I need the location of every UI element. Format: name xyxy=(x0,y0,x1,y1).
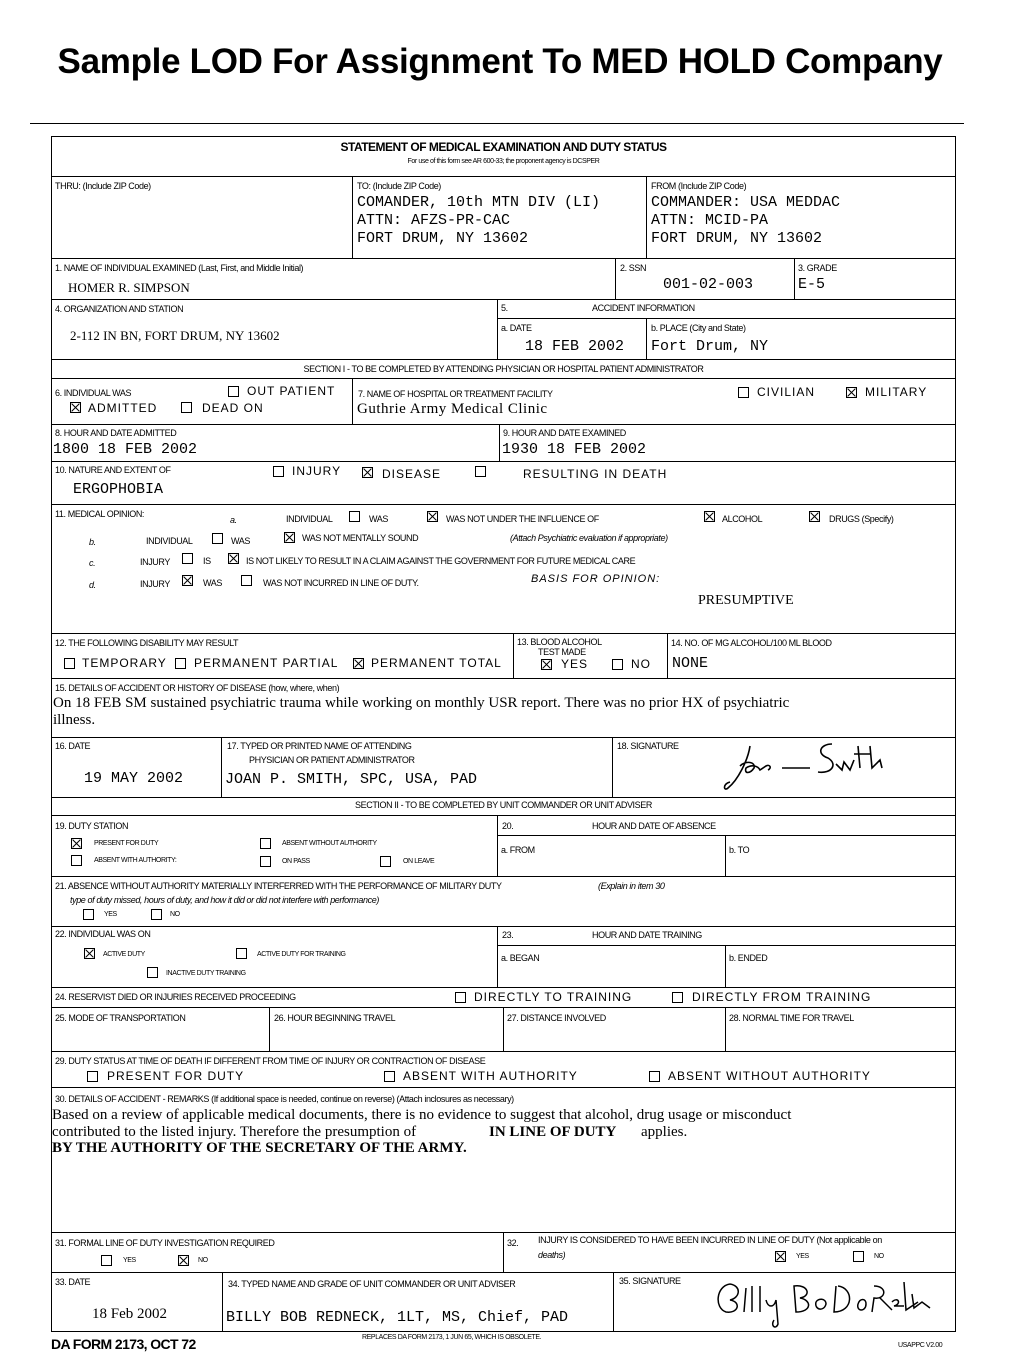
active-duty-label: ACTIVE DUTY xyxy=(103,951,145,958)
field-5a-label: a. DATE xyxy=(501,323,532,333)
physician-name[interactable]: JOAN P. SMITH, SPC, USA, PAD xyxy=(225,771,478,788)
field-22-label: 22. INDIVIDUAL WAS ON xyxy=(55,929,151,939)
from-line-3: FORT DRUM, NY 13602 xyxy=(651,230,823,247)
absence-from-label: a. FROM xyxy=(501,845,535,855)
from-label: FROM (Include ZIP Code) xyxy=(651,181,747,191)
field-3-label: 3. GRADE xyxy=(798,263,837,273)
checkbox-21-yes[interactable] xyxy=(83,909,94,920)
commander-date[interactable]: 18 Feb 2002 xyxy=(92,1306,167,1322)
field-32-no: NO xyxy=(874,1253,884,1260)
field-27-label: 27. DISTANCE INVOLVED xyxy=(507,1013,606,1023)
checkbox-drugs[interactable] xyxy=(809,511,820,522)
checkbox-inactive-duty-training[interactable] xyxy=(147,967,158,978)
to-line-1: COMANDER, 10th MTN DIV (LI) xyxy=(357,194,601,211)
field-17-label-1: 17. TYPED OR PRINTED NAME OF ATTENDING xyxy=(227,741,412,751)
individual-name[interactable]: HOMER R. SIMPSON xyxy=(68,280,190,295)
form-replaces-note: REPLACES DA FORM 2173, 1 JUN 65, WHICH IS OBSOLETE. xyxy=(362,1334,542,1341)
checkbox-a-was-not[interactable] xyxy=(427,511,438,522)
commander-name[interactable]: BILLY BOB REDNECK, 1LT, MS, Chief, PAD xyxy=(226,1309,569,1326)
checkbox-32-no[interactable] xyxy=(853,1251,864,1262)
checkbox-d-was-not[interactable] xyxy=(241,575,252,586)
field-21-no: NO xyxy=(170,911,180,918)
checkbox-civilian[interactable] xyxy=(738,387,749,398)
opinion-b-was-not: WAS NOT MENTALLY SOUND xyxy=(302,533,419,543)
training-ended-label: b. ENDED xyxy=(729,953,768,963)
remarks-line-2c[interactable]: applies. xyxy=(641,1124,688,1140)
field-9-label: 9. HOUR AND DATE EXAMINED xyxy=(503,428,626,438)
checkbox-d-was[interactable] xyxy=(182,575,193,586)
checkbox-c-is-not[interactable] xyxy=(228,553,239,564)
training-title: HOUR AND DATE TRAINING xyxy=(592,930,702,940)
checkbox-present-duty[interactable] xyxy=(71,838,82,849)
checkbox-blood-no[interactable] xyxy=(612,659,623,670)
opinion-c-is: IS xyxy=(203,556,211,566)
checkbox-military[interactable] xyxy=(846,387,857,398)
military-label: MILITARY xyxy=(865,385,928,399)
form-subtitle: For use of this form see AR 600-33; the proponent agency is DCSPER xyxy=(407,158,600,165)
checkbox-awol[interactable] xyxy=(260,838,271,849)
active-duty-training-label: ACTIVE DUTY FOR TRAINING xyxy=(257,951,346,958)
opinion-a-was-not: WAS NOT UNDER THE INFLUENCE OF xyxy=(446,514,599,524)
to-line-2: ATTN: AFZS-PR-CAC xyxy=(357,212,511,229)
remarks-line-3[interactable]: BY THE AUTHORITY OF THE SECRETARY OF THE ARMY. xyxy=(52,1140,467,1156)
field-35-label: 35. SIGNATURE xyxy=(619,1276,681,1286)
field-25-label: 25. MODE OF TRANSPORTATION xyxy=(55,1013,186,1023)
field-18-label: 18. SIGNATURE xyxy=(617,741,679,751)
hospital-name[interactable]: Guthrie Army Medical Clinic xyxy=(357,401,548,417)
to-label: TO: (Include ZIP Code) xyxy=(357,181,441,191)
field-32-text: INJURY IS CONSIDERED TO HAVE BEEN INCURRED IN LINE OF DUTY (Not applicable on xyxy=(538,1235,882,1245)
opinion-a-individual: INDIVIDUAL xyxy=(286,514,333,524)
checkbox-absent-with-authority[interactable] xyxy=(71,855,82,866)
blood-yes-label: YES xyxy=(561,657,589,671)
field-34-label: 34. TYPED NAME AND GRADE OF UNIT COMMANDER OR UNIT ADVISER xyxy=(228,1279,516,1289)
form-title: STATEMENT OF MEDICAL EXAMINATION AND DUTY STATUS xyxy=(340,140,667,154)
date-examined[interactable]: 1930 18 FEB 2002 xyxy=(502,441,647,458)
field-23-label: 23. xyxy=(502,930,514,940)
opinion-c-is-not: IS NOT LIKELY TO RESULT IN A CLAIM AGAINST THE GOVERNMENT FOR FUTURE MEDICAL CARE xyxy=(246,556,636,566)
physician-date[interactable]: 19 MAY 2002 xyxy=(84,770,184,787)
out-patient-label: OUT PATIENT xyxy=(247,384,336,398)
field-14-label: 14. NO. OF MG ALCOHOL/100 ML BLOOD xyxy=(671,638,832,648)
remarks-line-2a[interactable]: contributed to the listed injury. Therefore the presumption of xyxy=(52,1124,417,1140)
inactive-duty-training-label: INACTIVE DUTY TRAINING xyxy=(166,970,246,977)
field-11-label: 11. MEDICAL OPINION: xyxy=(55,509,145,519)
opinion-d-was: WAS xyxy=(203,578,222,588)
accident-details-line-2[interactable]: illness. xyxy=(53,712,96,728)
field-20-label: 20. xyxy=(502,821,514,831)
field-19-label: 19. DUTY STATION xyxy=(55,821,129,831)
field-29-label: 29. DUTY STATUS AT TIME OF DEATH IF DIFFERENT FROM TIME OF INJURY OR CONTRACTION OF DISEASE xyxy=(55,1056,486,1066)
field-12-label: 12. THE FOLLOWING DISABILITY MAY RESULT xyxy=(55,638,239,648)
field-10-label: 10. NATURE AND EXTENT OF xyxy=(55,465,171,475)
resulting-death-label: RESULTING IN DEATH xyxy=(523,467,668,481)
field-24-label: 24. RESERVIST DIED OR INJURIES RECEIVED PROCEEDING xyxy=(55,992,296,1002)
basis-opinion-label: BASIS FOR OPINION: xyxy=(531,573,661,585)
checkbox-32-yes[interactable] xyxy=(775,1251,786,1262)
field-32-label: 32. xyxy=(507,1238,519,1248)
blood-alcohol-value[interactable]: NONE xyxy=(672,655,709,672)
opinion-a-was: WAS xyxy=(369,514,388,524)
field-1-label: 1. NAME OF INDIVIDUAL EXAMINED (Last, First, and Middle Initial) xyxy=(55,263,304,273)
checkbox-directly-to[interactable] xyxy=(455,992,466,1003)
basis-opinion-value[interactable]: PRESUMPTIVE xyxy=(698,593,794,608)
opinion-b-note: (Attach Psychiatric evaluation if appropriate) xyxy=(510,533,668,543)
field-31-yes: YES xyxy=(123,1257,136,1264)
opinion-d-was-not: WAS NOT INCURRED IN LINE OF DUTY. xyxy=(263,578,419,588)
field-21-label: 21. ABSENCE WITHOUT AUTHORITY MATERIALLY INTERFERRED WITH THE PERFORMANCE OF MILITARY DUTY xyxy=(55,881,502,891)
civilian-label: CIVILIAN xyxy=(757,385,816,399)
checkbox-c-is[interactable] xyxy=(182,553,193,564)
opinion-b-individual: INDIVIDUAL xyxy=(146,536,193,546)
nature-extent-value[interactable]: ERGOPHOBIA xyxy=(73,481,164,498)
checkbox-a-was[interactable] xyxy=(349,511,360,522)
opinion-drugs: DRUGS (Specify) xyxy=(829,514,894,524)
permanent-partial-label: PERMANENT PARTIAL xyxy=(194,656,339,670)
physician-signature[interactable] xyxy=(720,738,900,798)
field-7-label: 7. NAME OF HOSPITAL OR TREATMENT FACILITY xyxy=(358,389,553,399)
checkbox-permanent-total[interactable] xyxy=(353,658,364,669)
remarks-line-1[interactable]: Based on a review of applicable medical documents, there is no evidence to suggest that alcohol, drug usage or misconduct xyxy=(52,1107,792,1123)
checkbox-temporary[interactable] xyxy=(64,658,75,669)
section-1-header: SECTION I - TO BE COMPLETED BY ATTENDING PHYSICIAN OR HOSPITAL PATIENT ADMINISTRATOR xyxy=(303,364,704,374)
absence-title: HOUR AND DATE OF ABSENCE xyxy=(592,821,716,831)
dead-on-label: DEAD ON xyxy=(202,401,264,415)
checkbox-on-leave[interactable] xyxy=(380,856,391,867)
on-pass-label: ON PASS xyxy=(282,858,310,865)
remarks-line-2b[interactable]: IN LINE OF DUTY xyxy=(489,1124,617,1140)
organization-value[interactable]: 2-112 IN BN, FORT DRUM, NY 13602 xyxy=(70,328,280,343)
opinion-c-injury: INJURY xyxy=(140,557,170,567)
accident-place[interactable]: Fort Drum, NY xyxy=(651,338,769,355)
date-admitted[interactable]: 1800 18 FEB 2002 xyxy=(53,441,198,458)
field-16-label: 16. DATE xyxy=(55,741,91,751)
directly-from-label: DIRECTLY FROM TRAINING xyxy=(692,990,872,1004)
field-21-yes: YES xyxy=(104,911,117,918)
checkbox-resulting-death[interactable] xyxy=(475,466,486,477)
from-line-1: COMMANDER: USA MEDDAC xyxy=(651,194,841,211)
ssn-value[interactable]: 001-02-003 xyxy=(663,276,754,293)
field-28-label: 28. NORMAL TIME FOR TRAVEL xyxy=(729,1013,854,1023)
form-number: DA FORM 2173, OCT 72 xyxy=(51,1336,196,1352)
present-duty-label: PRESENT FOR DUTY xyxy=(94,840,159,847)
checkbox-disease[interactable] xyxy=(362,467,373,478)
checkbox-31-no[interactable] xyxy=(178,1255,189,1266)
directly-to-label: DIRECTLY TO TRAINING xyxy=(474,990,633,1004)
field-13-label-1: 13. BLOOD ALCOHOL xyxy=(517,637,602,647)
checkbox-21-no[interactable] xyxy=(151,909,162,920)
blood-no-label: NO xyxy=(631,657,651,671)
section-2-header: SECTION II - TO BE COMPLETED BY UNIT COMMANDER OR UNIT ADVISER xyxy=(355,800,652,810)
field-29-present-label: PRESENT FOR DUTY xyxy=(107,1069,245,1083)
accident-date[interactable]: 18 FEB 2002 xyxy=(525,338,625,355)
field-26-label: 26. HOUR BEGINNING TRAVEL xyxy=(274,1013,396,1023)
checkbox-31-yes[interactable] xyxy=(101,1255,112,1266)
admitted-label: ADMITTED xyxy=(88,401,158,415)
checkbox-29-awol[interactable] xyxy=(649,1071,660,1082)
checkbox-alcohol[interactable] xyxy=(704,511,715,522)
field-31-label: 31. FORMAL LINE OF DUTY INVESTIGATION REQUIRED xyxy=(55,1238,275,1248)
form-code: USAPPC V2.00 xyxy=(898,1342,943,1349)
field-13-label-2: TEST MADE xyxy=(538,647,586,657)
opinion-d-marker: d. xyxy=(89,580,96,590)
field-5-label: 5. xyxy=(501,303,508,313)
temporary-label: TEMPORARY xyxy=(82,656,167,670)
checkbox-on-pass[interactable] xyxy=(260,856,271,867)
opinion-alcohol: ALCOHOL xyxy=(722,514,763,524)
checkbox-active-duty-training[interactable] xyxy=(236,948,247,959)
checkbox-out-patient[interactable] xyxy=(228,386,239,397)
opinion-a-marker: a. xyxy=(230,515,237,525)
injury-label: INJURY xyxy=(292,464,342,478)
field-15-label: 15. DETAILS OF ACCIDENT OR HISTORY OF DISEASE (how, where, when) xyxy=(55,683,340,693)
field-8-label: 8. HOUR AND DATE ADMITTED xyxy=(55,428,177,438)
checkbox-blood-yes[interactable] xyxy=(541,659,552,670)
field-32-yes: YES xyxy=(796,1253,809,1260)
absence-to-label: b. TO xyxy=(729,845,750,855)
checkbox-dead-on[interactable] xyxy=(181,402,192,413)
accident-details-line-1[interactable]: On 18 FEB SM sustained psychiatric trauma while working on monthly USR report. There was no prior HX of psychiatric xyxy=(53,695,790,711)
checkbox-admitted[interactable] xyxy=(70,402,81,413)
checkbox-injury[interactable] xyxy=(273,466,284,477)
accident-info-title: ACCIDENT INFORMATION xyxy=(592,303,695,313)
commander-signature[interactable] xyxy=(708,1274,948,1332)
from-line-2: ATTN: MCID-PA xyxy=(651,212,769,229)
permanent-total-label: PERMANENT TOTAL xyxy=(371,656,502,670)
field-21-note: (Explain in item 30 xyxy=(598,881,665,891)
on-leave-label: ON LEAVE xyxy=(403,858,435,865)
checkbox-permanent-partial[interactable] xyxy=(175,658,186,669)
field-5b-label: b. PLACE (City and State) xyxy=(651,323,746,333)
field-17-label-2: PHYSICIAN OR PATIENT ADMINISTRATOR xyxy=(249,755,415,765)
opinion-d-injury: INJURY xyxy=(140,579,170,589)
awol-label: ABSENT WITHOUT AUTHORITY xyxy=(282,840,377,847)
opinion-b-was: WAS xyxy=(231,536,250,546)
opinion-b-marker: b. xyxy=(89,537,96,547)
field-33-label: 33. DATE xyxy=(55,1277,91,1287)
field-4-label: 4. ORGANIZATION AND STATION xyxy=(55,304,184,314)
checkbox-29-present[interactable] xyxy=(87,1071,98,1082)
field-31-no: NO xyxy=(198,1257,208,1264)
thru-label: THRU: (Include ZIP Code) xyxy=(55,181,151,191)
absent-with-authority-label: ABSENT WITH AUTHORITY: xyxy=(94,857,177,864)
field-29-awol-label: ABSENT WITHOUT AUTHORITY xyxy=(668,1069,871,1083)
checkbox-b-was-not[interactable] xyxy=(284,532,295,543)
grade-value[interactable]: E-5 xyxy=(798,276,826,293)
field-6-label: 6. INDIVIDUAL WAS xyxy=(55,388,132,398)
field-21-note-2: type of duty missed, hours of duty, and how it did or did not interfere with performance) xyxy=(70,895,379,905)
opinion-c-marker: c. xyxy=(89,558,96,568)
to-line-3: FORT DRUM, NY 13602 xyxy=(357,230,529,247)
checkbox-29-awa[interactable] xyxy=(384,1071,395,1082)
field-29-awa-label: ABSENT WITH AUTHORITY xyxy=(403,1069,578,1083)
checkbox-active-duty[interactable] xyxy=(84,948,95,959)
disease-label: DISEASE xyxy=(382,467,442,481)
checkbox-b-was[interactable] xyxy=(212,533,223,544)
checkbox-directly-from[interactable] xyxy=(672,992,683,1003)
slide-title: Sample LOD For Assignment To MED HOLD Company xyxy=(57,42,943,81)
field-32-text-2: deaths) xyxy=(538,1250,566,1260)
field-30-label: 30. DETAILS OF ACCIDENT - REMARKS (If additional space is needed, continue on reverse) (Attach inclosures as necessary) xyxy=(55,1094,514,1104)
field-2-label: 2. SSN xyxy=(620,263,647,273)
training-began-label: a. BEGAN xyxy=(501,953,540,963)
